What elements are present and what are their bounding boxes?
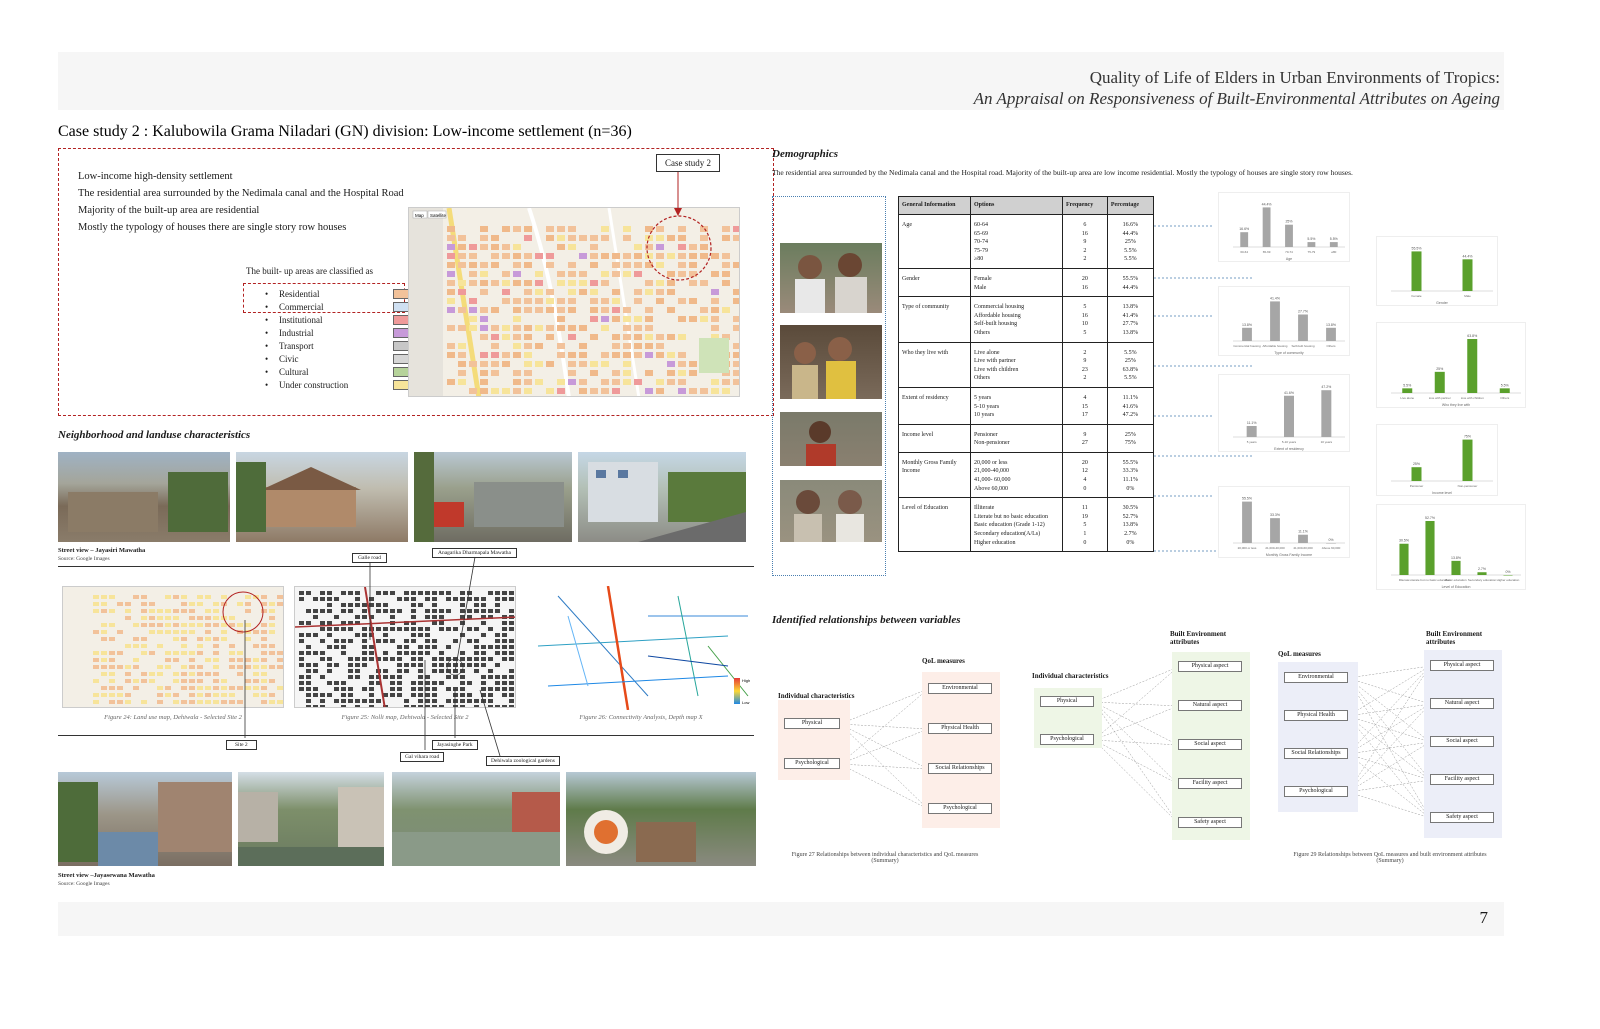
indiv-label-2: Individual characteristics <box>1032 672 1109 680</box>
relationship-line <box>1094 702 1178 784</box>
table-cell-line: 25% <box>1124 239 1136 246</box>
relationships-heading: Identified relationships between variables <box>772 614 961 626</box>
table-cell-line: 11.1% <box>1122 477 1139 484</box>
chart-tick-label: Non-pensioner <box>1457 484 1478 488</box>
document-subtitle: An Appraisal on Responsiveness of Built-Environmental Attributes on Ageing <box>973 89 1500 108</box>
table-cell-line: 17 <box>1081 412 1088 419</box>
chart-tick-label: 75-79 <box>1307 250 1316 254</box>
table-cell: Monthly Gross Family Income <box>899 452 971 497</box>
indiv-node: Psychological <box>784 758 840 769</box>
chart-value-label: 0% <box>1328 538 1334 542</box>
chart-tick-label: 20,000 or less <box>1237 546 1257 550</box>
chart-value-label: 27.7% <box>1298 309 1308 314</box>
relationship-line <box>840 764 928 809</box>
indiv-label-1: Individual characteristics <box>778 692 855 700</box>
bullet-dot-icon: • <box>265 288 269 299</box>
table-cell-line: 33.3% <box>1122 468 1139 475</box>
bullet-3: Majority of the built-up area are residential <box>78 205 260 216</box>
chart-tick-label: Others <box>1500 396 1510 400</box>
demographics-heading: Demographics <box>772 148 838 160</box>
chart-value-label: 11.1% <box>1246 420 1257 425</box>
table-cell-line: 25% <box>1124 358 1136 365</box>
table-cell-line: 23 <box>1081 366 1088 373</box>
qol-node: Psychological <box>1284 786 1348 797</box>
table-cell-line: 5.5% <box>1124 349 1137 356</box>
chart-value-label: 13.8% <box>1326 322 1336 327</box>
relationship-line <box>1348 678 1430 704</box>
chart-tick-label: Commercial housing <box>1233 344 1261 348</box>
built-node: Natural aspect <box>1178 700 1242 711</box>
qol-node: Social Relationships <box>1284 748 1348 759</box>
relationship-line <box>1348 754 1430 818</box>
table-cell-line: 25% <box>1124 431 1136 438</box>
table-cell-line: Secondary education(A/Ls) <box>974 531 1041 538</box>
chart-value-label: 63.8% <box>1467 334 1478 338</box>
chart-title: Income level <box>1432 491 1452 495</box>
bullet-dot-icon: • <box>265 301 269 312</box>
table-cell-line: 70-74 <box>974 239 988 246</box>
relationship-line <box>1094 740 1178 784</box>
table-cell-line: 47.2% <box>1122 412 1139 419</box>
table-cell-line: Live alone <box>974 349 1000 356</box>
chart-tick-label: 60-64 <box>1240 250 1249 254</box>
table-cell-line: 10 years <box>974 412 995 419</box>
chart-value-label: 5.5% <box>1307 237 1316 242</box>
relationship-line <box>1348 754 1430 780</box>
case-study-tag: Case study 2 <box>656 154 720 172</box>
table-cell-line: 75-79 <box>974 247 988 254</box>
built-node: Facility aspect <box>1178 778 1242 789</box>
map-button[interactable]: Map <box>415 213 424 218</box>
table-cell-line: 27.7% <box>1122 321 1139 328</box>
built-node: Social aspect <box>1430 736 1494 747</box>
indiv-node: Physical <box>1040 696 1094 707</box>
built-label-2: Built Environment attributes <box>1170 630 1227 646</box>
table-cell-line: Male <box>974 284 987 291</box>
chart-value-label: 5.5% <box>1500 383 1509 388</box>
table-cell-line: 13.8% <box>1122 329 1139 336</box>
table-cell-line: 21,000-40,000 <box>974 468 1009 475</box>
table-cell-line: 20,000 or less <box>974 459 1008 466</box>
table-cell-line: 2 <box>1083 256 1087 263</box>
bullet-dot-icon: • <box>265 314 269 325</box>
legend-label: Institutional <box>279 314 323 325</box>
table-cell-line: 30.5% <box>1122 505 1139 512</box>
chart-value-label: 0% <box>1505 570 1511 574</box>
table-cell-line: 5 <box>1083 304 1087 311</box>
qol-label-1: QoL measures <box>922 657 965 665</box>
bullet-dot-icon: • <box>265 379 269 390</box>
site2-label: Site 2 <box>226 740 257 750</box>
table-cell-line: 0% <box>1126 539 1135 546</box>
table-cell-line: Illiterate <box>974 505 995 512</box>
chart-tick-label: ≥80 <box>1331 250 1337 254</box>
chart-tick-label: Self-built housing <box>1291 344 1315 348</box>
chart-tick-label: Illiterate <box>1398 578 1410 582</box>
legend-label: Residential <box>279 288 320 299</box>
document-title: Quality of Life of Elders in Urban Environments of Tropics: <box>1089 68 1500 87</box>
bullet-dot-icon: • <box>265 340 269 351</box>
table-cell: Type of community <box>899 297 971 342</box>
table-cell-line: 5 years <box>974 394 992 401</box>
legend-label: Cultural <box>279 366 309 377</box>
chart-value-label: 33.3% <box>1270 513 1280 518</box>
chart-value-label: 52.7% <box>1425 516 1435 520</box>
chart-value-label: 30.5% <box>1399 538 1409 543</box>
qol-node: Psychological <box>928 803 992 814</box>
galle-road-label: Galle road <box>352 553 387 563</box>
table-cell-line: 5.5% <box>1124 247 1137 254</box>
dehiwala-zoo-label: Dehiwala zoological gardens <box>486 756 560 766</box>
demographics-intro: The residential area surrounded by the Nedimala canal and the Hospital road. Majority of the built-up area are low income residential. Mostly the typology of houses are single story row houses. <box>772 168 1353 177</box>
table-cell: Level of Education <box>899 498 971 552</box>
qol-node: Physical Health <box>928 723 992 734</box>
table-cell-line: 6 <box>1083 222 1087 228</box>
chart-value-label: 41.4% <box>1270 296 1280 301</box>
table-cell-line: 13.8% <box>1122 304 1139 311</box>
table-cell-line: 52.7% <box>1122 513 1139 520</box>
bullet-dot-icon: • <box>265 353 269 364</box>
table-cell-line: Higher education <box>974 539 1016 546</box>
table-cell-line: Literate but no basic education <box>974 513 1048 520</box>
table-cell: Income level <box>899 424 971 452</box>
chart-tick-label: 5 years <box>1246 440 1257 444</box>
chart-tick-label: Female <box>1411 294 1422 298</box>
fig27-caption: Figure 27 Relationships between individual characteristics and QoL measures (Summary) <box>791 852 979 864</box>
table-cell-line: 16.6% <box>1122 222 1139 228</box>
table-cell-line: 63.8% <box>1122 366 1139 373</box>
table-cell-line: 60-64 <box>974 222 988 228</box>
chart-value-label: 41.6% <box>1284 390 1294 395</box>
street-view-caption-top: Street view – Jayasiri Mawatha <box>58 547 146 554</box>
table-cell-line: 2.7% <box>1124 531 1137 538</box>
chart-tick-label: 70-74 <box>1285 250 1293 254</box>
built-node: Social aspect <box>1178 739 1242 750</box>
table-cell-line: 5.5% <box>1124 256 1137 263</box>
fig24-caption: Figure 24: Land use map, Dehiwala - Selected Site 2 <box>104 714 242 721</box>
relationship-line <box>1094 740 1178 745</box>
table-cell-line: 13.8% <box>1122 522 1139 529</box>
table-header-cell: General Information <box>899 197 971 215</box>
chart-value-label: 75% <box>1463 434 1472 439</box>
chart-value-label: 25% <box>1285 219 1293 224</box>
table-cell-line: Live with partner <box>974 358 1016 365</box>
built-label-3: Built Environment attributes <box>1426 630 1483 646</box>
gal-vihara-label: Gal vihara road <box>400 752 444 762</box>
table-cell-line: 44.4% <box>1122 284 1139 291</box>
chart-value-label: 5.5% <box>1329 237 1338 242</box>
table-cell-line: 5 <box>1083 329 1087 336</box>
table-cell-line: 11.1% <box>1122 394 1139 401</box>
table-cell-line: 41.6% <box>1122 403 1139 410</box>
table-cell-line: 20 <box>1081 275 1088 282</box>
chart-title: Who they live with <box>1441 403 1471 407</box>
chart-tick-label: Literate but no basic education <box>1409 578 1451 582</box>
table-cell-line: 19 <box>1081 513 1088 520</box>
relationship-line <box>1094 702 1178 823</box>
anagarika-label: Anagarika Dharmapala Mawatha <box>432 548 517 558</box>
bullet-dot-icon: • <box>265 366 269 377</box>
built-node: Natural aspect <box>1430 698 1494 709</box>
table-cell-line: 27 <box>1081 440 1088 447</box>
relationship-line <box>1348 780 1430 792</box>
relationship-line <box>1348 792 1430 818</box>
built-node: Safety aspect <box>1178 817 1242 828</box>
table-cell-line: 2 <box>1083 349 1087 356</box>
chart-tick-label: Secondary education <box>1467 578 1497 582</box>
chart-tick-label: Live alone <box>1400 396 1415 400</box>
relationship-line <box>1348 704 1430 792</box>
table-cell-line: Others <box>974 375 990 382</box>
chart-tick-label: Live with children <box>1460 396 1484 400</box>
legend-label: Under construction <box>279 379 349 390</box>
table-cell-line: 16 <box>1081 312 1088 319</box>
indiv-node: Physical <box>784 718 840 729</box>
bullet-1: Low-income high-density settlement <box>78 171 233 182</box>
chart-value-label: 44.4% <box>1261 202 1272 207</box>
chart-value-label: 11.1% <box>1298 529 1308 534</box>
case-study-title: Case study 2 : Kalubowila Grama Niladari (GN) division: Low-income settlement (n=36) <box>58 123 632 140</box>
relationship-line <box>1094 706 1178 740</box>
table-cell-line: Commercial housing <box>974 304 1025 311</box>
built-node: Facility aspect <box>1430 774 1494 785</box>
table-cell: Who they live with <box>899 342 971 387</box>
table-cell-line: 41,000- 60,000 <box>974 477 1011 484</box>
table-cell-line: 11 <box>1082 505 1088 512</box>
source-caption-bottom: Source: Google Images <box>58 881 110 887</box>
table-cell-line: Female <box>974 275 992 282</box>
table-cell-line: Above 60,000 <box>974 485 1008 492</box>
table-cell-line: Pensioner <box>974 431 998 438</box>
chart-value-label: 2.7% <box>1478 567 1486 572</box>
table-cell-line: 15 <box>1081 403 1088 410</box>
chart-tick-label: 65-69 <box>1262 250 1271 254</box>
chart-value-label: 55.5% <box>1242 496 1252 501</box>
table-cell-line: ≥80 <box>974 256 984 263</box>
table-cell-line: 2 <box>1083 375 1087 382</box>
table-cell-line: 5 <box>1083 522 1087 529</box>
table-cell: Gender <box>899 268 971 296</box>
relationship-line <box>840 729 928 764</box>
chart-tick-label: Pensioner <box>1409 484 1424 488</box>
relationship-line <box>840 689 928 764</box>
table-cell-line: 44.4% <box>1122 230 1139 237</box>
street-view-caption-bottom: Street view –Jayasewana Mawatha <box>58 872 155 879</box>
relationship-line <box>840 724 928 809</box>
table-cell-line: 16 <box>1081 284 1088 291</box>
table-cell-line: Non-pensioner <box>974 440 1010 447</box>
page-number: 7 <box>1479 908 1488 927</box>
relationship-line <box>1094 702 1178 745</box>
table-header-cell: Frequency <box>1063 197 1108 215</box>
indiv-node: Psychological <box>1040 734 1094 745</box>
table-cell-line: Affordable housing <box>974 312 1021 319</box>
table-cell-line: 65-69 <box>974 230 988 237</box>
chart-tick-label: Basic education <box>1445 578 1467 582</box>
chart-title: Age <box>1285 257 1293 261</box>
chart-value-label: 13.8% <box>1242 322 1252 327</box>
chart-value-label: 25% <box>1436 366 1444 371</box>
chart-value-label: 55.5% <box>1411 246 1422 251</box>
table-header-cell: Percentage <box>1107 197 1153 215</box>
qol-node: Environmental <box>1284 672 1348 683</box>
table-cell-line: 0 <box>1083 485 1087 492</box>
chart-value-label: 47.2% <box>1321 385 1332 390</box>
chart-tick-label: Affordable housing <box>1262 344 1288 348</box>
table-cell-line: 41.4% <box>1122 312 1139 319</box>
built-node: Physical aspect <box>1178 661 1242 672</box>
footer-band <box>58 902 1504 936</box>
chart-value-label: 5.5% <box>1403 383 1412 388</box>
table-cell-line: 4 <box>1083 394 1087 401</box>
table-cell-line: 1 <box>1083 531 1087 538</box>
fig29-caption: Figure 29 Relationships between QoL measures and built environment attributes (Summary) <box>1293 852 1487 864</box>
table-cell-line: 20 <box>1081 459 1088 466</box>
table-cell-line: 9 <box>1083 358 1087 365</box>
satellite-button[interactable]: Satellite <box>430 213 447 218</box>
chart-tick-label: Others <box>1326 344 1336 348</box>
qol-node: Environmental <box>928 683 992 694</box>
chart-tick-label: 21,000-40,000 <box>1265 546 1285 550</box>
table-cell-line: Basic education (Grade 1-12) <box>974 522 1045 529</box>
legend-label: Commercial <box>279 301 324 312</box>
table-cell-line: 75% <box>1124 440 1136 447</box>
chart-value-label: 44.4% <box>1462 254 1473 259</box>
built-node: Safety aspect <box>1430 812 1494 823</box>
qol-node: Physical Health <box>1284 710 1348 721</box>
chart-tick-label: 41,000-60,000 <box>1293 546 1313 550</box>
built-node: Physical aspect <box>1430 660 1494 671</box>
table-cell-line: 55.5% <box>1122 275 1139 282</box>
legend-label: Industrial <box>279 327 314 338</box>
table-cell-line: 12 <box>1081 468 1088 475</box>
legend-label: Civic <box>279 353 299 364</box>
qol-node: Social Relationships <box>928 763 992 774</box>
chart-tick-label: Above 60,000 <box>1321 546 1341 550</box>
chart-tick-label: 5-10 years <box>1281 440 1297 444</box>
table-cell-line: 0% <box>1126 485 1135 492</box>
relationship-line <box>1094 740 1178 823</box>
bullet-4: Mostly the typology of houses there are single story row houses <box>78 222 347 233</box>
chart-value-label: 25% <box>1412 462 1421 467</box>
legend-label: Transport <box>279 340 314 351</box>
chart-title: Monthly Gross Family Income <box>1265 553 1313 557</box>
table-cell: Age <box>899 215 971 269</box>
chart-tick-label: Male <box>1464 294 1471 298</box>
table-cell-line: 10 <box>1081 321 1088 328</box>
qol-label-3: QoL measures <box>1278 650 1321 658</box>
table-cell-line: 9 <box>1083 431 1087 438</box>
legend-heading: The built- up areas are classified as <box>246 266 373 276</box>
chart-value-label: 16.6% <box>1239 227 1250 232</box>
jayasinghe-label: Jayasinghe Park <box>432 740 478 750</box>
table-cell-line: 0 <box>1083 539 1087 546</box>
chart-title: Gender <box>1436 301 1448 305</box>
fig26-caption: Figure 26: Connectivity Analysis, Depth map X <box>579 714 703 721</box>
relationship-line <box>1348 666 1430 678</box>
neighborhood-heading: Neighborhood and landuse characteristics <box>58 429 251 441</box>
chart-title: Extent of residency <box>1274 447 1304 451</box>
table-cell-line: 9 <box>1083 239 1087 246</box>
table-cell-line: 2 <box>1083 247 1087 254</box>
bullet-dot-icon: • <box>265 327 269 338</box>
table-cell-line: Self-built housing <box>974 321 1018 328</box>
source-caption-top: Source: Google Images <box>58 556 110 562</box>
legend-high: High <box>742 678 751 683</box>
bullet-2: The residential area surrounded by the Nedimala canal and the Hospital Road <box>78 188 404 199</box>
relationship-line <box>1348 666 1430 754</box>
fig25-caption: Figure 25: Nolli map, Dehiwala - Selected Site 2 <box>341 714 469 721</box>
chart-value-label: 13.8% <box>1451 555 1461 560</box>
table-cell-line: 4 <box>1083 477 1087 484</box>
table-header-cell: Options <box>971 197 1063 215</box>
table-cell-line: 5.5% <box>1124 375 1137 382</box>
chart-tick-label: 10 years <box>1320 440 1333 444</box>
relationship-line <box>1348 666 1430 792</box>
chart-title: Type of community <box>1274 351 1304 355</box>
legend-low: Low <box>742 700 750 705</box>
table-cell-line: Live with children <box>974 366 1019 373</box>
chart-tick-label: Higher education <box>1496 578 1520 582</box>
chart-tick-label: Live with partner <box>1428 396 1451 400</box>
relationship-line <box>1094 702 1178 706</box>
table-cell-line: Others <box>974 329 990 336</box>
table-cell: Extent of residency <box>899 387 971 424</box>
table-cell-line: 5-10 years <box>974 403 1000 410</box>
chart-title: Level of Education <box>1441 585 1471 589</box>
table-cell-line: 16 <box>1081 230 1088 237</box>
table-cell-line: 55.5% <box>1122 459 1139 466</box>
